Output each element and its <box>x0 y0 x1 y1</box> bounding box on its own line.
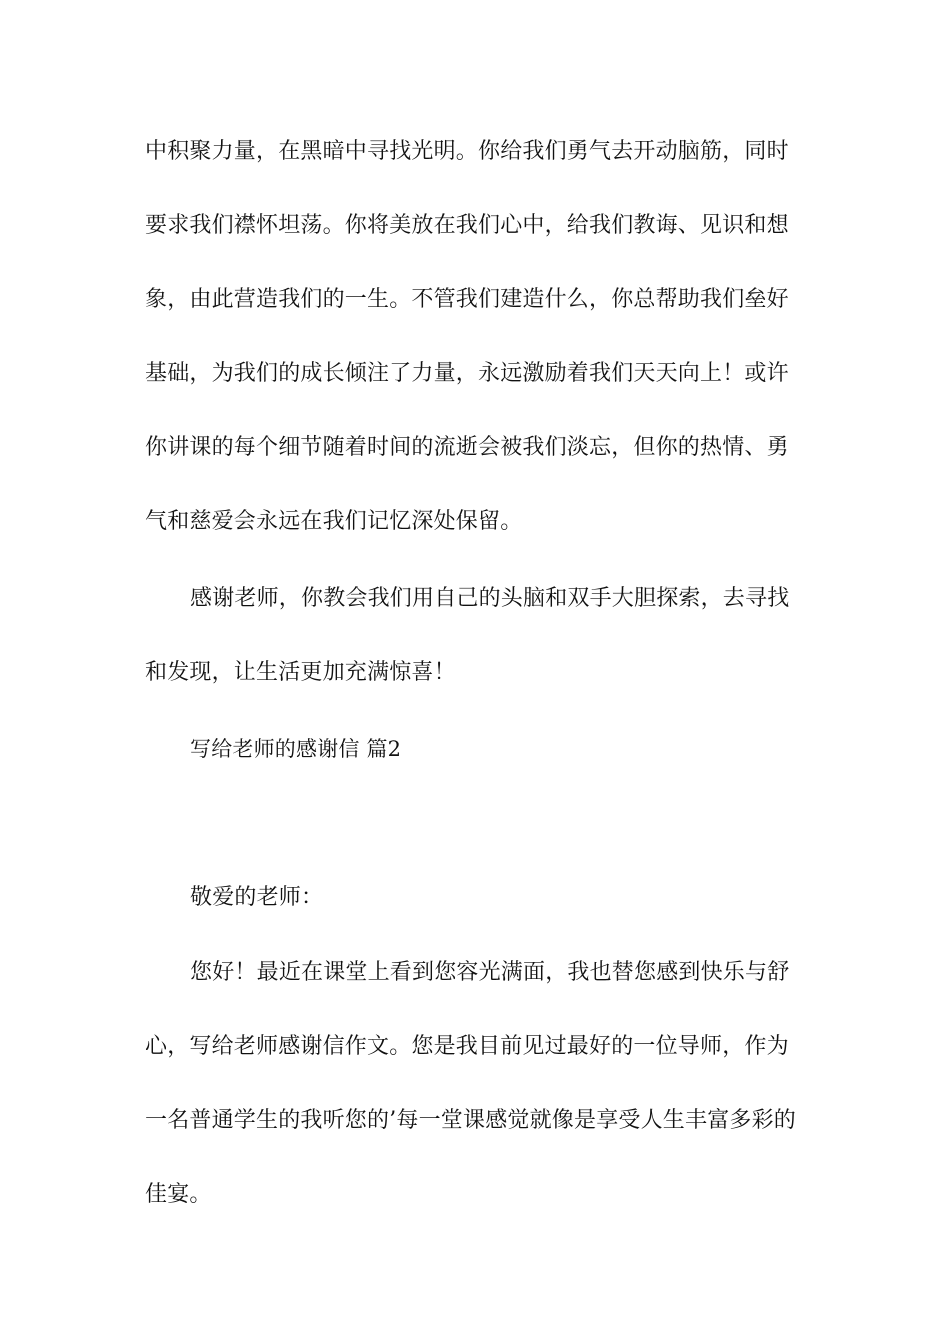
salutation: 敬爱的老师： <box>190 885 324 910</box>
paragraph-line: 感谢老师，你教会我们用自己的头脑和双手大胆探索，去寻找 <box>190 586 790 611</box>
paragraph-line: 您好！最近在课堂上看到您容光满面，我也替您感到快乐与舒 <box>190 960 790 985</box>
paragraph-line: 一名普通学生的我听您的’每一堂课感觉就像是享受人生丰富多彩的 <box>145 1108 796 1133</box>
paragraph-line: 气和慈爱会永远在我们记忆深处保留。 <box>145 509 523 534</box>
paragraph-line: 象，由此营造我们的一生。不管我们建造什么，你总帮助我们垒好 <box>145 287 789 312</box>
paragraph-line: 和发现，让生活更加充满惊喜！ <box>145 660 456 685</box>
paragraph-line: 心，写给老师感谢信作文。您是我目前见过最好的一位导师，作为 <box>145 1034 789 1059</box>
paragraph-line: 佳宴。 <box>145 1182 212 1207</box>
paragraph-line: 中积聚力量，在黑暗中寻找光明。你给我们勇气去开动脑筋，同时 <box>145 139 789 164</box>
section-heading: 写给老师的感谢信 篇2 <box>190 737 402 761</box>
paragraph-line: 基础，为我们的成长倾注了力量，永远激励着我们天天向上！或许 <box>145 361 789 386</box>
paragraph-line: 你讲课的每个细节随着时间的流逝会被我们淡忘，但你的热情、勇 <box>145 435 789 460</box>
paragraph-line: 要求我们襟怀坦荡。你将美放在我们心中，给我们教诲、见识和想 <box>145 213 789 238</box>
